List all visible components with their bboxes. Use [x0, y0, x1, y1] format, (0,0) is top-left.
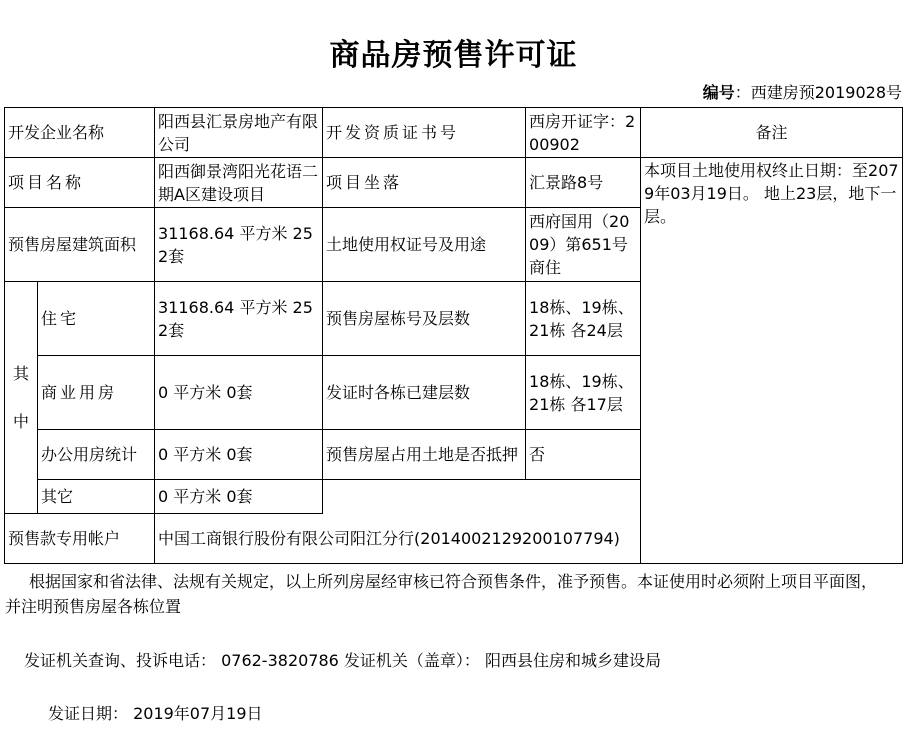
remarks-value: 本项目土地使用权终止日期：至2079年03月19日。 地上23层，地下一层。: [641, 158, 903, 564]
presale-area-value: 31168.64 平方米 252套: [155, 208, 323, 282]
land-cert-label: 土地使用权证号及用途: [323, 208, 526, 282]
residential-value: 31168.64 平方米 252套: [155, 282, 323, 356]
of-which-label: [5, 282, 38, 514]
location-value: 汇景路8号: [526, 158, 641, 208]
mortgage-value: 否: [526, 430, 641, 480]
approval-statement: 根据国家和省法律、法规有关规定，以上所列房屋经审核已符合预售条件，准予预售。本证使用时必须附上项目平面图，并注明预售房屋各栋位置: [5, 572, 878, 616]
account-label: 预售款专用帐户: [5, 514, 155, 564]
permit-table: [4, 107, 903, 564]
remarks-label: 备注: [641, 108, 903, 158]
land-cert-value: 西府国用（2009）第651号 商住: [526, 208, 641, 282]
certificate-number-label: 编号: [702, 83, 735, 102]
project-name-value: 阳西御景湾阳光花语二期A区建设项目: [155, 158, 323, 208]
office-value: 0 平方米 0套: [155, 430, 323, 480]
project-name-label: 项目名称: [5, 158, 155, 208]
empty-cell: [323, 480, 641, 514]
built-floors-value: 18栋、19栋、21栋 各17层: [526, 356, 641, 430]
of-which-text: 其中: [12, 363, 29, 431]
developer-label: 开发企业名称: [5, 108, 155, 158]
presale-area-label: 预售房屋建筑面积: [5, 208, 155, 282]
building-floors-label: 预售房屋栋号及层数: [323, 282, 526, 356]
built-floors-label: 发证时各栋已建层数: [323, 356, 526, 430]
qualification-value: 西房开证字：200902: [526, 108, 641, 158]
commercial-label: 商业用房: [38, 356, 155, 430]
document-title: 商品房预售许可证: [329, 38, 578, 73]
issuing-authority-contact: 发证机关查询、投诉电话： 0762-3820786 发证机关（盖章）： 阳西县住房和城乡建设局: [24, 651, 662, 670]
mortgage-label: 预售房屋占用土地是否抵押: [323, 430, 526, 480]
other-value: 0 平方米 0套: [155, 480, 323, 514]
certificate-number: [703, 80, 902, 103]
qualification-label: 开发资质证书号: [323, 108, 526, 158]
location-label: 项目坐落: [323, 158, 526, 208]
residential-label: 住宅: [38, 282, 155, 356]
certificate-number-value: ：西建房预2019028号: [734, 83, 902, 102]
commercial-value: 0 平方米 0套: [155, 356, 323, 430]
building-floors-value: 18栋、19栋、21栋 各24层: [526, 282, 641, 356]
office-label: 办公用房统计: [38, 430, 155, 480]
issue-date: 发证日期： 2019年07月19日: [48, 704, 263, 723]
developer-value: 阳西县汇景房地产有限公司: [155, 108, 323, 158]
other-label: 其它: [38, 480, 155, 514]
account-value: 中国工商银行股份有限公司阳江分行(2014002129200107794): [155, 514, 641, 564]
